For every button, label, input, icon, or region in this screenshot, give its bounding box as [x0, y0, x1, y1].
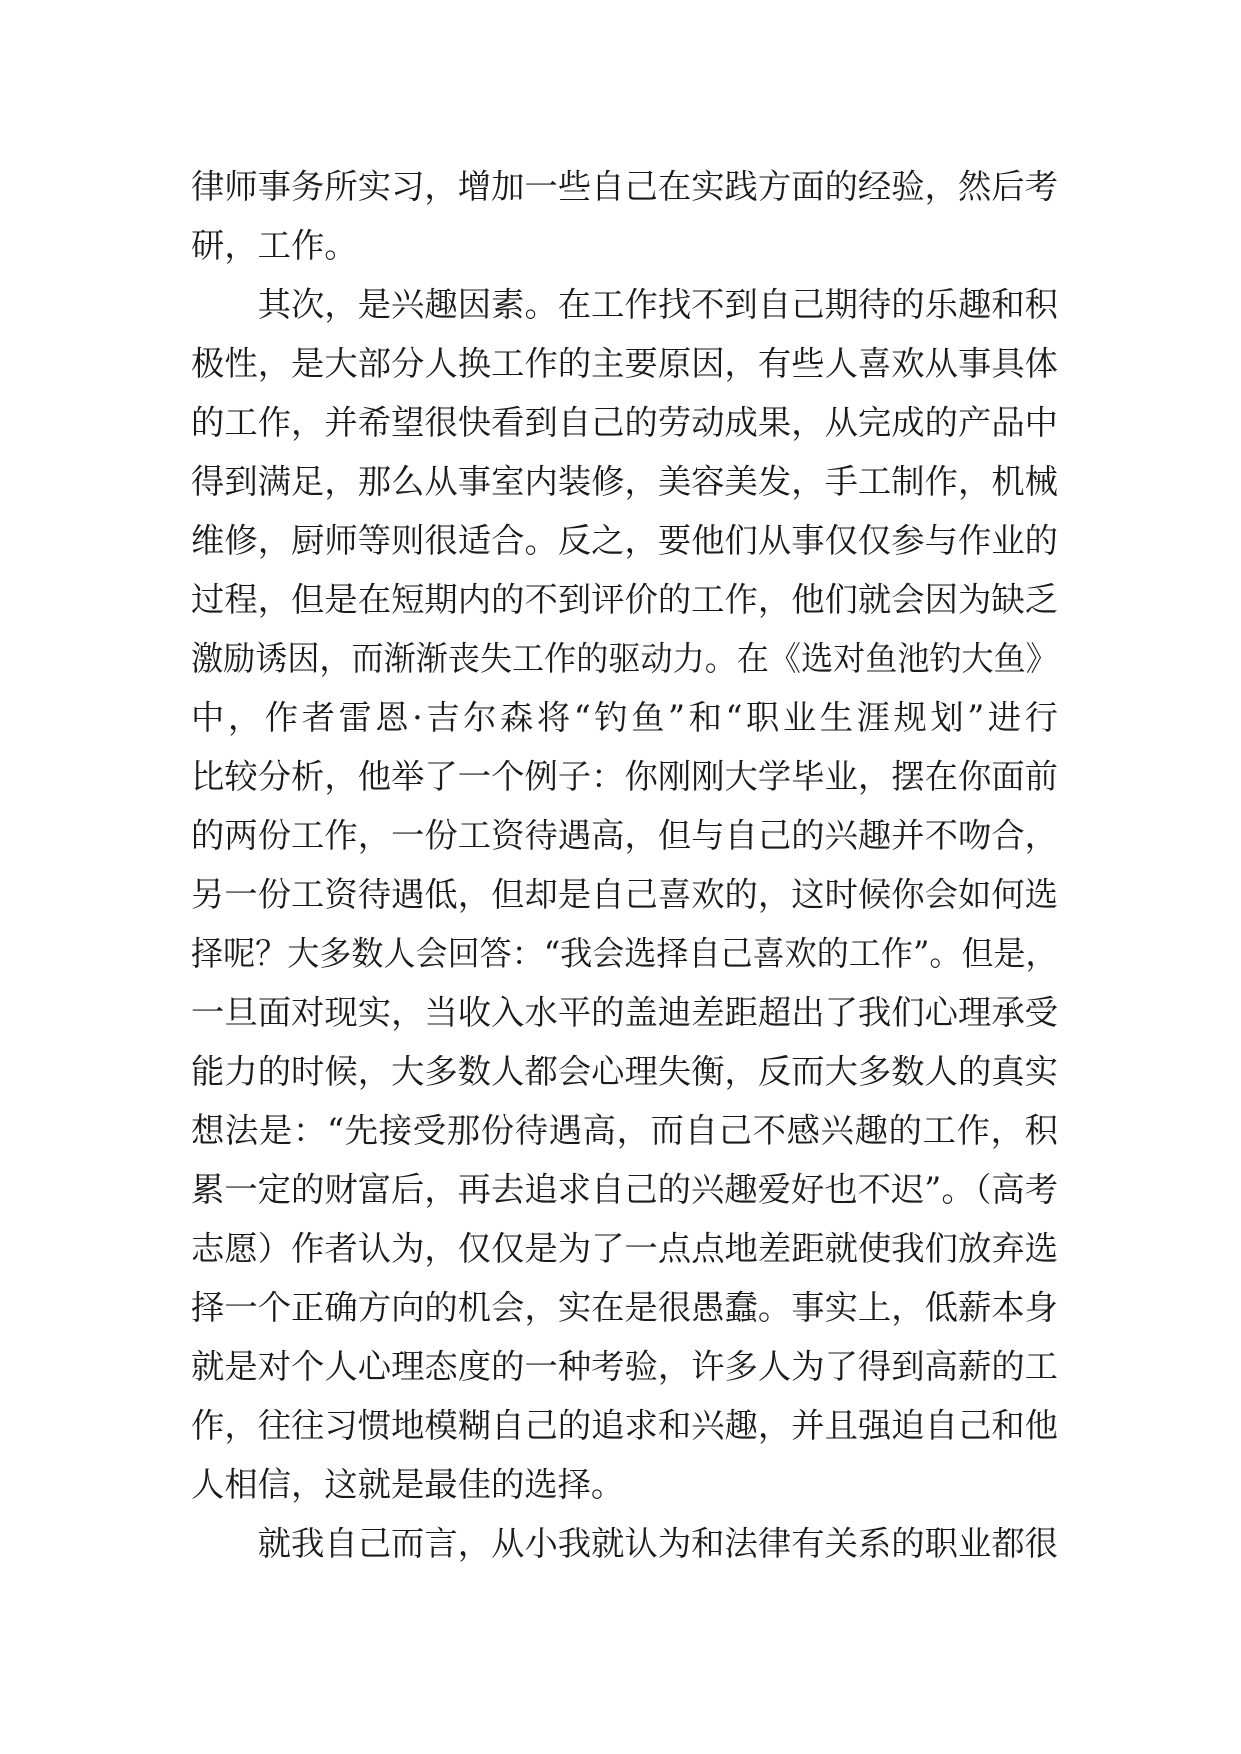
text-line: 研，工作。 [191, 226, 358, 265]
text-line: 择呢？大多数人会回答：“我会选择自己喜欢的工作”。但是， [191, 934, 1058, 973]
text-line: 就是对个人心理态度的一种考验，许多人为了得到高薪的工 [191, 1347, 1058, 1386]
text-line: 另一份工资待遇低，但却是自己喜欢的，这时候你会如何选 [191, 875, 1058, 914]
text-line: 律师事务所实习，增加一些自己在实践方面的经验，然后考 [191, 167, 1058, 206]
text-line: 一旦面对现实，当收入水平的盖迪差距超出了我们心理承受 [191, 993, 1058, 1032]
text-line: 过程，但是在短期内的不到评价的工作，他们就会因为缺乏 [191, 580, 1058, 619]
text-line: 人相信，这就是最佳的选择。 [191, 1465, 625, 1504]
text-line: 的工作，并希望很快看到自己的劳动成果，从完成的产品中 [191, 403, 1058, 442]
text-line: 其次，是兴趣因素。在工作找不到自己期待的乐趣和积 [257, 285, 1058, 324]
text-line: 就我自己而言，从小我就认为和法律有关系的职业都很 [257, 1524, 1058, 1563]
text-line: 得到满足，那么从事室内装修，美容美发，手工制作，机械 [191, 462, 1058, 501]
text-line: 想法是：“先接受那份待遇高，而自己不感兴趣的工作，积 [191, 1111, 1058, 1150]
text-line: 作，往往习惯地模糊自己的追求和兴趣，并且强迫自己和他 [191, 1406, 1058, 1445]
text-line: 极性，是大部分人换工作的主要原因，有些人喜欢从事具体 [191, 344, 1058, 383]
paragraph [191, 157, 1058, 275]
text-line: 激励诱因，而渐渐丧失工作的驱动力。在《选对鱼池钓大鱼》 [191, 639, 1058, 678]
text-line: 的两份工作，一份工资待遇高，但与自己的兴趣并不吻合， [191, 816, 1058, 855]
text-line: 维修，厨师等则很适合。反之，要他们从事仅仅参与作业的 [191, 521, 1058, 560]
text-line: 志愿）作者认为，仅仅是为了一点点地差距就使我们放弃选 [191, 1229, 1058, 1268]
text-line: 择一个正确方向的机会，实在是很愚蠢。事实上，低薪本身 [191, 1288, 1058, 1327]
paragraph [191, 275, 1058, 1514]
text-line: 能力的时候，大多数人都会心理失衡，反而大多数人的真实 [191, 1052, 1058, 1091]
text-line: 比较分析，他举了一个例子：你刚刚大学毕业，摆在你面前 [191, 757, 1058, 796]
text-line: 中，作者雷恩·吉尔森将“钓鱼”和“职业生涯规划”进行 [191, 698, 1058, 737]
text-line: 累一定的财富后，再去追求自己的兴趣爱好也不迟”。（高考 [191, 1170, 1058, 1209]
paragraph [191, 1514, 1058, 1573]
document-text [191, 157, 1058, 1573]
